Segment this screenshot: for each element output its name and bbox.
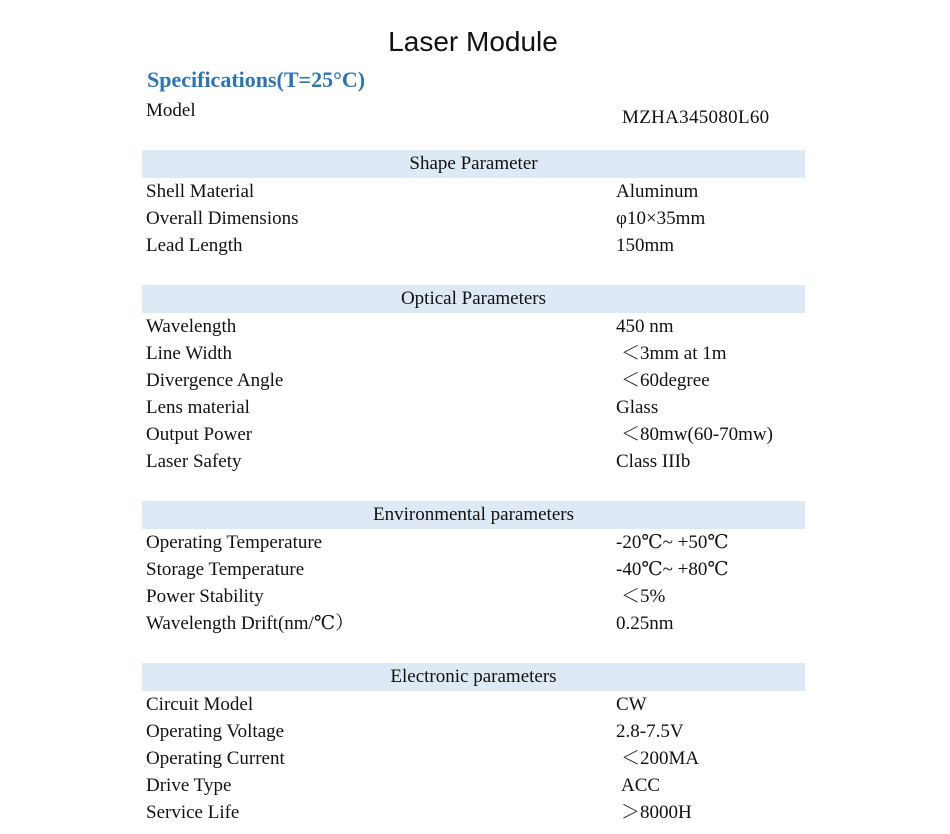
spec-value: Class IIIb xyxy=(616,451,691,472)
spec-label: Operating Current xyxy=(146,748,285,769)
spec-label: Output Power xyxy=(146,424,253,445)
spec-row xyxy=(142,367,805,394)
spec-label: Divergence Angle xyxy=(146,370,284,391)
spec-label: Drive Type xyxy=(146,775,232,796)
spec-value: ＞8000H xyxy=(621,802,692,823)
spec-label: Lead Length xyxy=(146,235,243,256)
spec-row xyxy=(142,583,805,610)
page-title: Laser Module xyxy=(388,26,558,57)
spec-label: Circuit Model xyxy=(146,694,254,715)
spec-row xyxy=(142,556,805,583)
spec-label: Line Width xyxy=(146,343,232,364)
spec-row xyxy=(142,529,805,556)
spec-row xyxy=(142,205,805,232)
spec-value: ＜200MA xyxy=(621,748,700,769)
spec-value: ＜3mm at 1m xyxy=(621,343,727,364)
spec-label: Laser Safety xyxy=(146,451,242,472)
spec-label: Wavelength xyxy=(146,316,237,337)
spec-row xyxy=(142,691,805,718)
spec-value: CW xyxy=(616,694,647,715)
spec-label: Operating Temperature xyxy=(146,532,323,553)
spec-value: ＜60degree xyxy=(621,370,710,391)
model-value: MZHA345080L60 xyxy=(622,107,770,128)
spec-row xyxy=(142,340,805,367)
spec-value: 450 nm xyxy=(616,316,674,337)
section-shape-parameter xyxy=(142,150,805,259)
model-label: Model xyxy=(146,100,196,121)
section-optical-parameters xyxy=(142,285,805,475)
spec-label: Lens material xyxy=(146,397,250,418)
spec-value: Aluminum xyxy=(616,181,699,202)
spec-value: 150mm xyxy=(616,235,675,256)
spec-row xyxy=(142,421,805,448)
section-header: Environmental parameters xyxy=(142,501,805,529)
section-header: Optical Parameters xyxy=(142,285,805,313)
section-electronic-parameters xyxy=(142,663,805,826)
spec-row xyxy=(142,313,805,340)
spec-row xyxy=(142,232,805,259)
spec-value: ＜5% xyxy=(621,586,666,607)
spec-value: -40℃~ +80℃ xyxy=(616,559,729,580)
spec-value: 0.25nm xyxy=(616,613,674,634)
spec-row xyxy=(142,799,805,826)
section-environmental-parameters xyxy=(142,501,805,637)
spec-label: Storage Temperature xyxy=(146,559,305,580)
spec-value: ＜80mw(60-70mw) xyxy=(621,424,773,445)
spec-label: Service Life xyxy=(146,802,240,823)
section-header: Shape Parameter xyxy=(142,150,805,178)
spec-row xyxy=(142,394,805,421)
spec-label: Overall Dimensions xyxy=(146,208,299,229)
spec-row xyxy=(142,745,805,772)
spec-value: φ10×35mm xyxy=(616,208,706,229)
spec-label: Shell Material xyxy=(146,181,255,202)
spec-row xyxy=(142,610,805,637)
spec-label: Operating Voltage xyxy=(146,721,285,742)
spec-value: Glass xyxy=(616,397,659,418)
spec-label: Wavelength Drift(nm/℃） xyxy=(146,613,355,634)
spec-label: Power Stability xyxy=(146,586,264,607)
spec-row xyxy=(142,772,805,799)
spec-value: 2.8-7.5V xyxy=(616,721,684,742)
spec-value: ACC xyxy=(621,775,661,796)
spec-row xyxy=(142,448,805,475)
section-header: Electronic parameters xyxy=(142,663,805,691)
spec-row xyxy=(142,178,805,205)
spec-value: -20℃~ +50℃ xyxy=(616,532,729,553)
specifications-heading: Specifications(T=25°C) xyxy=(147,67,366,92)
spec-row xyxy=(142,718,805,745)
